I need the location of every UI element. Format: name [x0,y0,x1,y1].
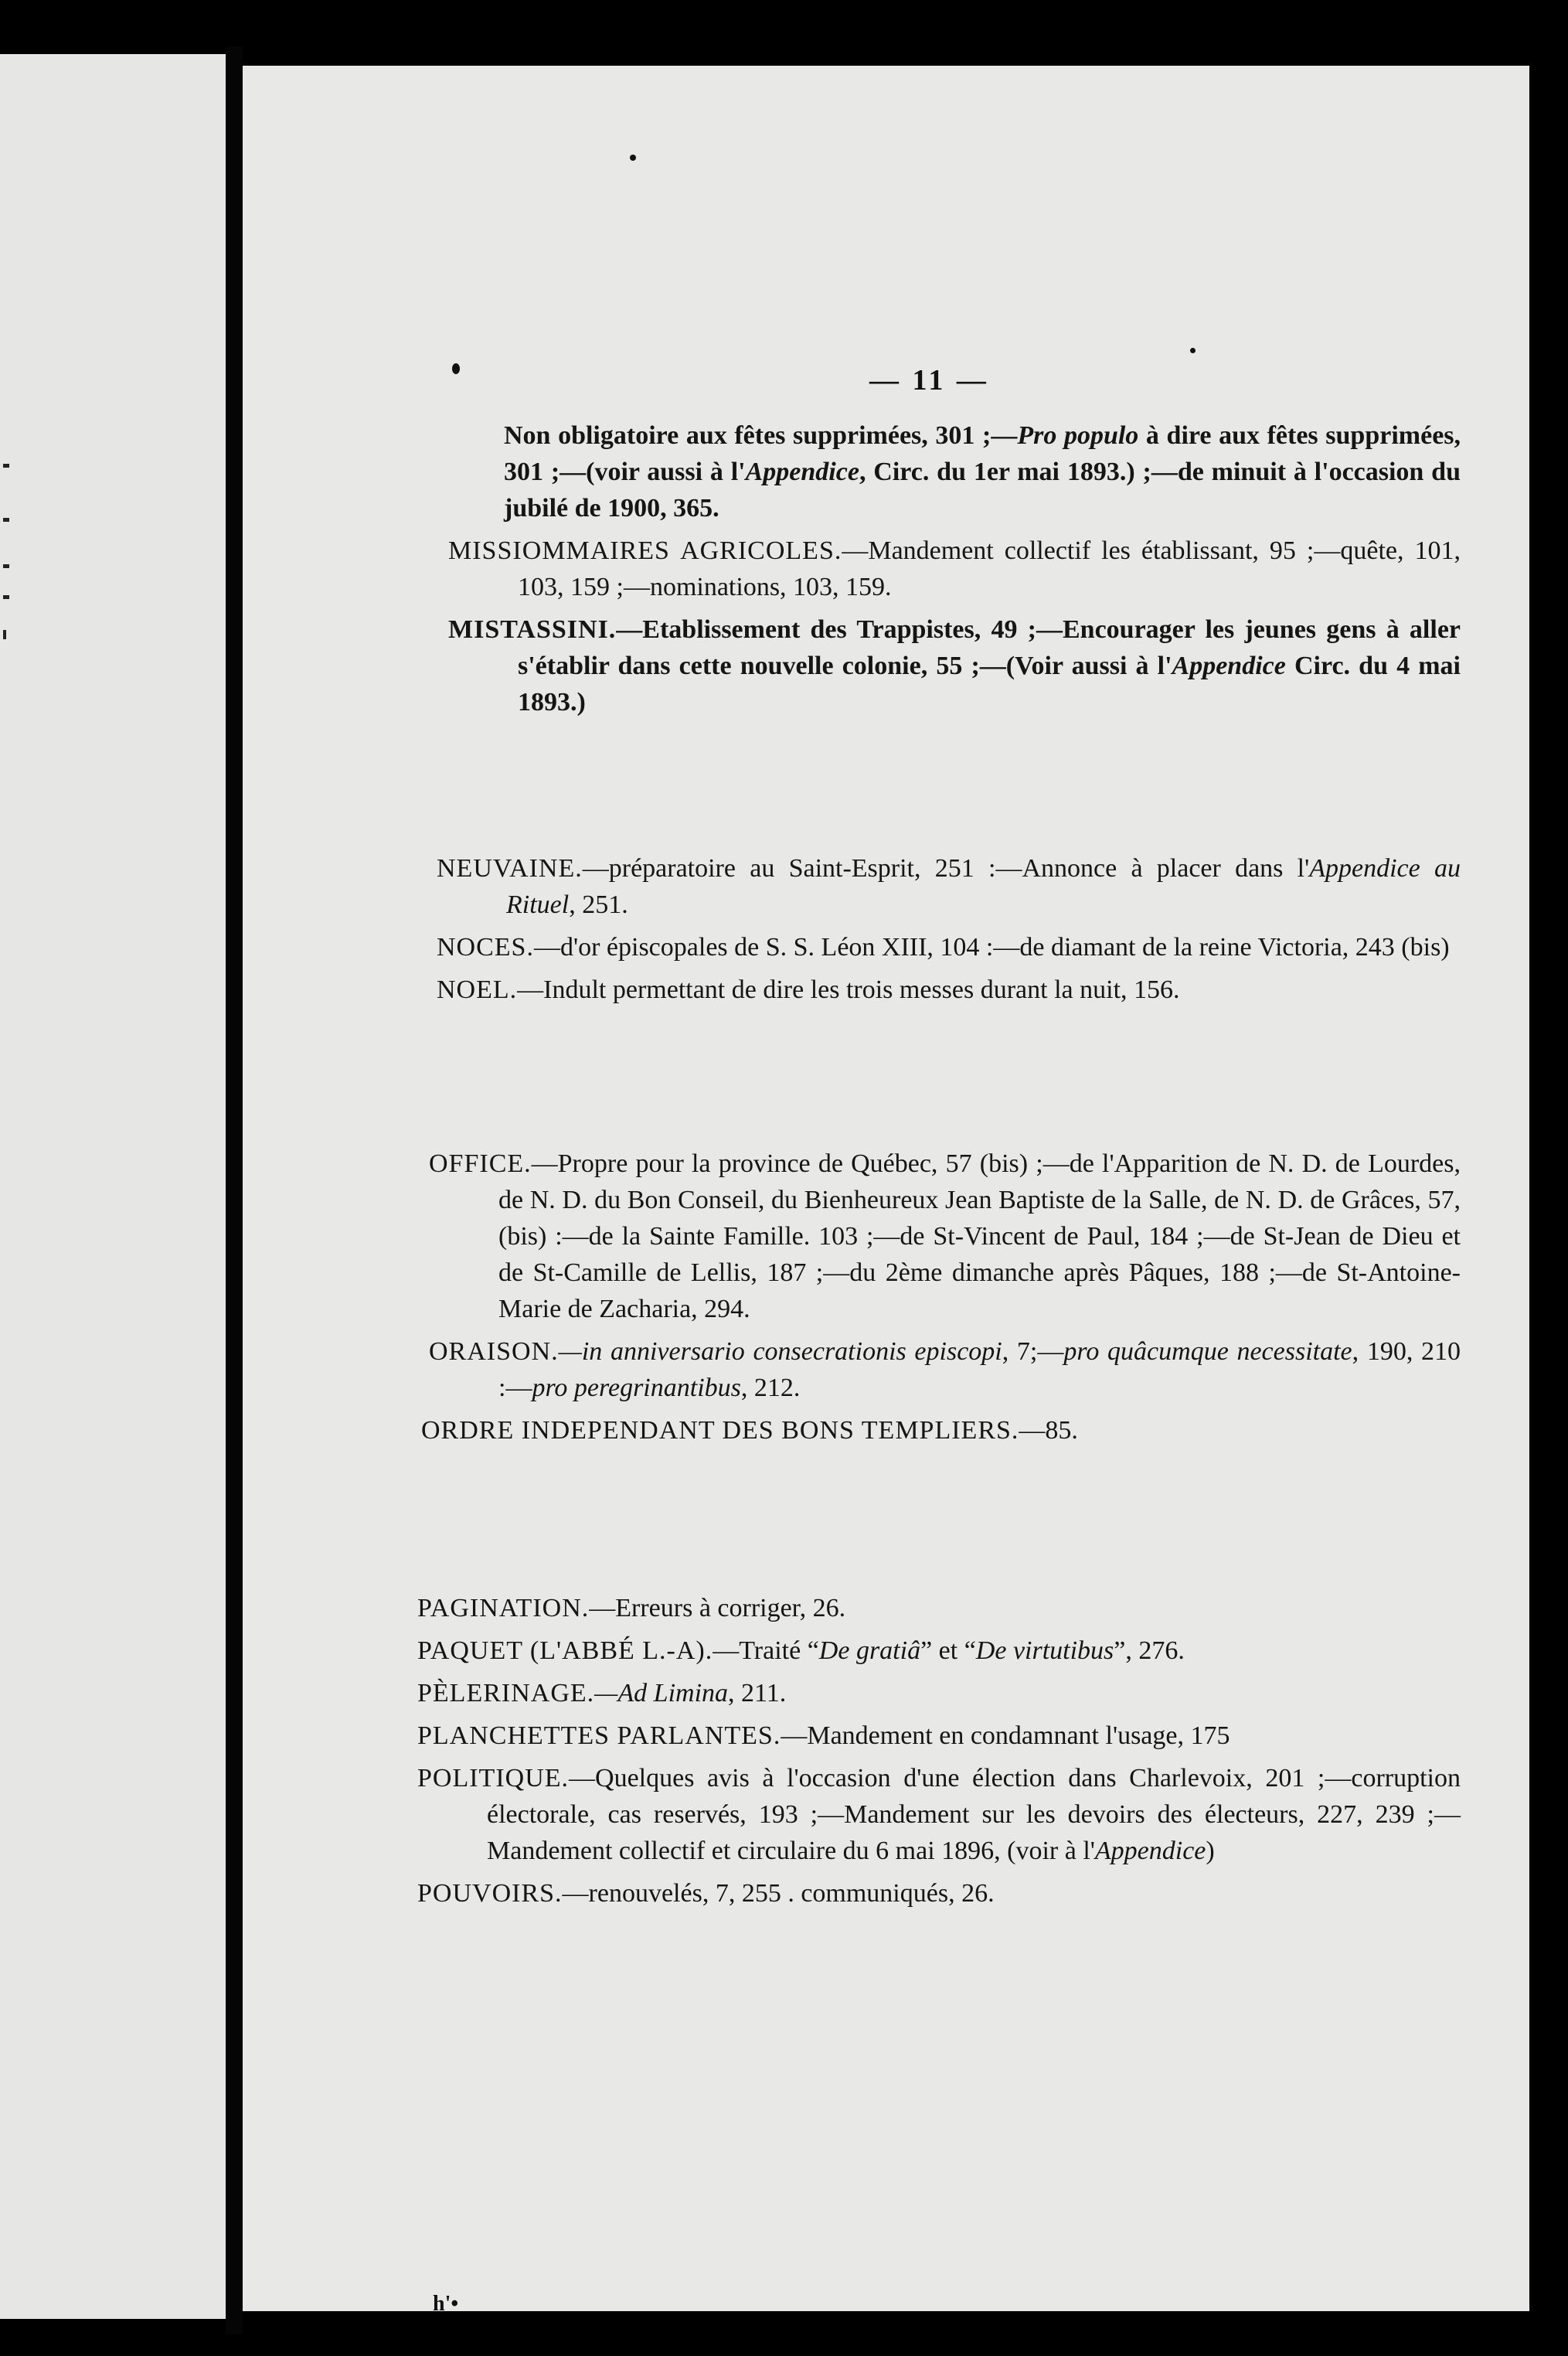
entry-text: —Erreurs à corriger, 26. [589,1594,846,1622]
entry-italic: De virtutibus [975,1636,1114,1665]
entry-heading: NOCES. [437,933,534,962]
entry-italic: Appendice [1094,1837,1206,1865]
entry-text: ” et “ [920,1636,976,1665]
entry-italic: Appendice au Rituel [506,854,1461,919]
entry-text: , Circ. du 1er mai 1893.) ;—de minuit à l'occasion du jubilé de 1900, 365. [504,458,1461,523]
entry-text: —Mandement collectif les établissant, 95 ;—quête, 101, 103, 159 ;—nominations, 103, 159. [518,536,1461,601]
margin-mark [3,464,9,468]
entry-heading: OFFICE. [429,1149,532,1178]
entry-text: —Quelques avis à l'occasion d'une élection dans Charlevoix, 201 ;—corruption électorale, cas reservés, 193 ;—Mandement sur les devoirs des électeurs, 227, 239 ;—Mandement collectif et circulaire du 6 mai 1896, (voir à l' [487,1764,1461,1865]
index-entries [417,417,1461,1918]
entry-planchettes [417,1718,1461,1754]
entry-ordre [421,1412,1461,1449]
entry-italic: pro peregrinantibus [532,1374,741,1402]
speck [452,363,460,374]
entry-italic: —Ad Limina [594,1679,729,1707]
entry-text: , 7;— [1002,1337,1064,1366]
entry-italic: —in anniversario consecrationis episcopi [558,1337,1002,1366]
entry-heading: PAGINATION. [417,1594,590,1622]
entry-text: —d'or épiscopales de S. S. Léon XIII, 104 :—de diamant de la reine Victoria, 243 (bis) [533,933,1450,962]
page-number: — 11 — [869,364,989,397]
entry-text: —renouvelés, 7, 255 . communiqués, 26. [562,1879,995,1908]
entry-oraison [429,1333,1461,1406]
entry-text: —préparatoire au Saint-Esprit, 251 :—Annonce à placer dans l' [582,854,1310,883]
entry-italic: Pro populo [1017,421,1139,450]
section-gap [417,1455,1461,1590]
margin-mark [3,518,9,522]
entry-text: —Mandement en condamnant l'usage, 175 [781,1721,1230,1750]
entry-noces [437,929,1461,965]
entry-heading: NOEL. [437,975,518,1004]
entry-text: Non obligatoire aux fêtes supprimées, 301 ;— [504,421,1018,450]
book-gutter [226,46,243,2334]
entry-italic: Appendice [1172,652,1286,680]
entry-pelerinage [417,1675,1461,1711]
section-gap [417,1014,1461,1146]
entry-text: ) [1206,1837,1215,1865]
margin-mark [3,595,9,599]
entry-noel [437,972,1461,1008]
entry-missiommaires [448,533,1461,605]
entry-paquet [417,1633,1461,1669]
entry-italic: De gratiâ [818,1636,921,1665]
facing-page [0,54,226,2319]
entry-text: , 190, 210 :— [498,1337,1461,1402]
speck [630,155,636,161]
entry-heading: ORAISON. [429,1337,559,1366]
entry-heading: ORDRE INDEPENDANT DES BONS TEMPLIERS. [421,1416,1019,1445]
entry-text: , 251. [569,890,628,919]
entry-heading: POUVOIRS. [417,1879,563,1908]
entry-heading: PÈLERINAGE. [417,1679,595,1707]
entry-text: ”, 276. [1114,1636,1185,1665]
entry-text: —Etablissement des Trappistes, 49 ;—Encourager les jeunes gens à aller s'établir dans cette nouvelle colonie, 55 ;—(Voir aussi à l' [518,615,1461,680]
entry-text: Circ. du 4 mai 1893.) [518,652,1461,717]
entry-heading: MISTASSINI. [448,615,617,644]
entry-mistassini [448,611,1461,720]
entry-non-obligatoire [417,417,1461,526]
entry-heading: PLANCHETTES PARLANTES. [417,1721,781,1750]
entry-heading: PAQUET (L'ABBÉ L.-A). [417,1636,713,1665]
entry-pouvoirs [417,1875,1461,1912]
section-gap [417,727,1461,850]
entry-text: —85. [1019,1416,1078,1445]
entry-text: —Indult permettant de dire les trois messes durant la nuit, 156. [517,975,1180,1004]
entry-neuvaine [437,850,1461,923]
margin-mark [3,630,6,639]
entry-text: , 211. [728,1679,787,1707]
entry-italic: Appendice [745,458,859,486]
entry-text: —Traité “ [713,1636,819,1665]
entry-text: , 212. [740,1374,801,1402]
margin-mark [3,564,9,568]
entry-politique [417,1760,1461,1869]
entry-heading: POLITIQUE. [417,1764,570,1793]
bottom-margin-mark: h'• [433,2292,459,2316]
entry-text: —Propre pour la province de Québec, 57 (bis) ;—de l'Apparition de N. D. de Lourdes, de N. D. du Bon Conseil, du Bienheureux Jean Baptiste de la Salle, de N. D. de Grâces, 57, (bis) :—de la Sainte Famille. 103 ;—de St-Vincent de Paul, 184 ;—de St-Jean de Dieu et de St-Camille de Lellis, 187 ;—du 2ème dimanche après Pâques, 188 ;—de St-Antoine-Marie de Zacharia, 294. [498,1149,1461,1323]
speck [1190,348,1196,353]
entry-text: à dire aux fêtes supprimées, 301 ;—(voir aussi à l' [504,421,1461,486]
entry-italic: pro quâcumque necessitate [1063,1337,1352,1366]
entry-pagination [417,1590,1461,1626]
entry-heading: MISSIOMMAIRES AGRICOLES. [448,536,842,565]
entry-office [429,1146,1461,1327]
entry-heading: NEUVAINE. [437,854,583,883]
